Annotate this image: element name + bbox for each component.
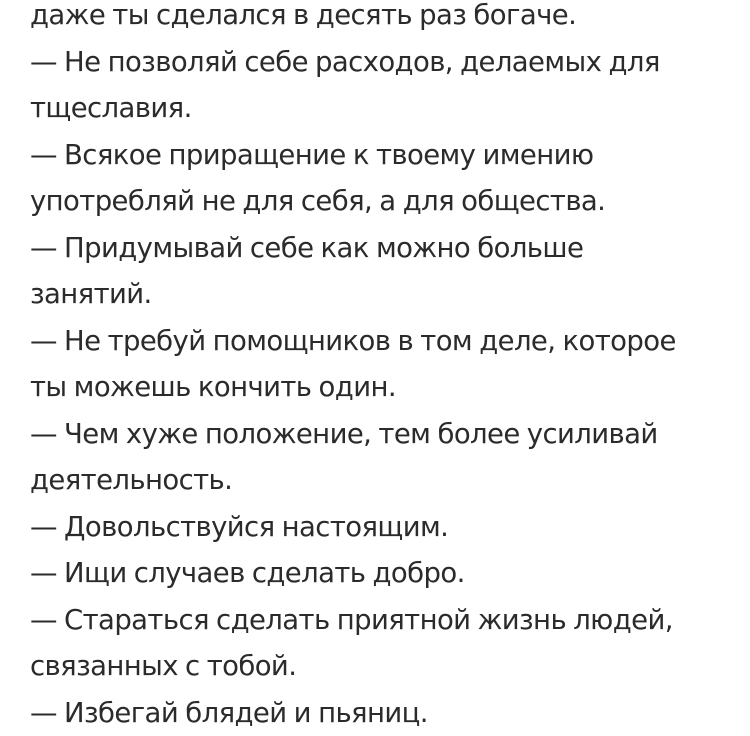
text-line: — Придумывай себе как можно больше xyxy=(30,225,730,272)
text-line: тщеславия. xyxy=(30,85,730,132)
text-line: — Не позволяй себе расходов, делаемых для xyxy=(30,39,730,86)
text-line: — Чем хуже положение, тем более усиливай xyxy=(30,411,730,458)
text-line: связанных с тобой. xyxy=(30,643,730,690)
text-line: ты можешь кончить один. xyxy=(30,364,730,411)
text-line: — Стараться сделать приятной жизнь людей, xyxy=(30,597,730,644)
text-line: даже ты сделался в десять раз богаче. xyxy=(30,0,730,39)
text-line: деятельность. xyxy=(30,457,730,504)
text-line: — Довольствуйся настоящим. xyxy=(30,504,730,551)
text-line: — Ищи случаев сделать добро. xyxy=(30,550,730,597)
text-line: — Всякое приращение к твоему имению xyxy=(30,132,730,179)
text-line: — Избегай блядей и пьяниц. xyxy=(30,690,730,736)
text-line: употребляй не для себя, а для общества. xyxy=(30,178,730,225)
text-line: — Не требуй помощников в том деле, которое xyxy=(30,318,730,365)
text-line: занятий. xyxy=(30,271,730,318)
